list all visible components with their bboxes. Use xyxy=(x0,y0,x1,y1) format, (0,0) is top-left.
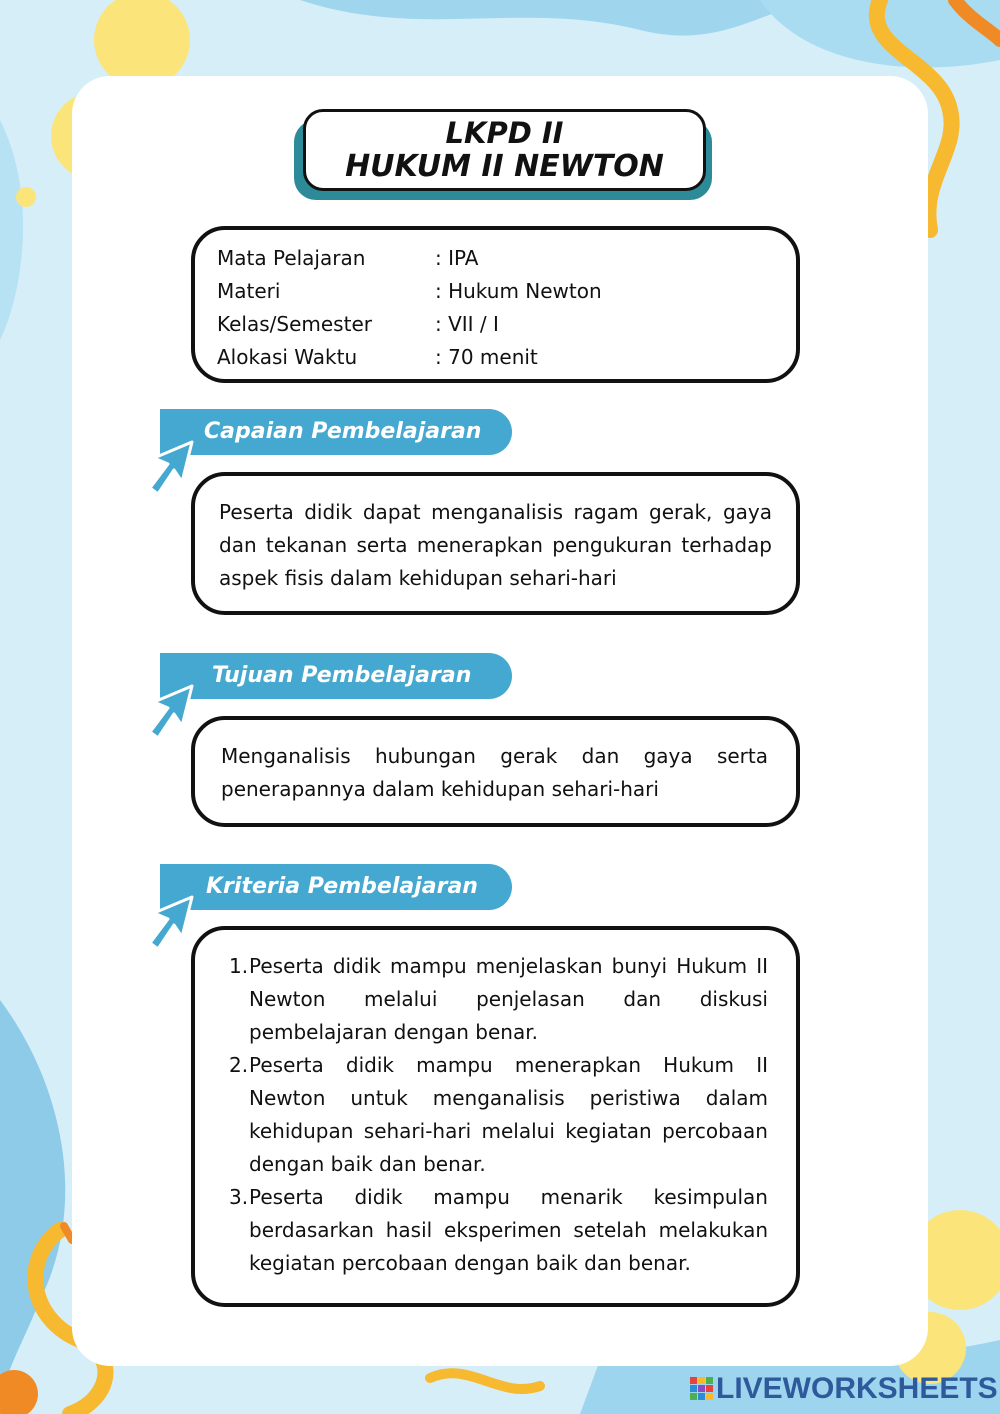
kriteria-box xyxy=(191,926,800,1307)
list-item-number: 1. xyxy=(229,954,249,978)
list-item-text: Peserta didik mampu menarik kesimpulan berdasarkan hasil eksperimen setelah melakukan kegiatan percobaan dengan baik dan benar. xyxy=(249,1185,768,1275)
info-value: : Hukum Newton xyxy=(435,279,602,303)
info-row xyxy=(217,275,796,308)
list-item-text: Peserta didik mampu menerapkan Hukum II Newton untuk menganalisis peristiwa dalam kehidupan sehari-hari melalui kegiatan percobaan dengan baik dan benar. xyxy=(249,1053,768,1176)
info-label: Materi xyxy=(217,279,281,303)
list-item-number: 3. xyxy=(229,1185,249,1209)
liveworksheets-watermark[interactable] xyxy=(690,1372,998,1406)
info-label: Mata Pelajaran xyxy=(217,246,366,270)
info-row xyxy=(217,308,796,341)
list-item-number: 2. xyxy=(229,1053,249,1077)
list-item-text: Peserta didik mampu menjelaskan bunyi Hukum II Newton melalui penjelasan dan diskusi pembelajaran dengan benar. xyxy=(249,954,768,1044)
cursor-arrow-icon xyxy=(144,684,196,740)
info-value: : IPA xyxy=(435,246,479,270)
capaian-box xyxy=(191,472,800,615)
info-value: : 70 menit xyxy=(435,345,538,369)
cursor-arrow-icon xyxy=(144,895,196,951)
info-label: Kelas/Semester xyxy=(217,312,372,336)
info-row xyxy=(217,341,796,374)
info-box xyxy=(191,226,800,383)
title-line-2: HUKUM II NEWTON xyxy=(345,149,664,184)
info-row xyxy=(217,242,796,275)
capaian-section-label xyxy=(160,409,512,455)
info-value: : VII / I xyxy=(435,312,499,336)
list-item xyxy=(229,950,768,1049)
kriteria-list xyxy=(229,950,768,1280)
capaian-label-text: Capaian Pembelajaran xyxy=(204,419,482,444)
kriteria-section-label xyxy=(160,864,512,910)
watermark-text: LIVEWORKSHEETS xyxy=(716,1372,998,1405)
list-item xyxy=(229,1049,768,1181)
tujuan-section-label xyxy=(160,653,512,699)
liveworksheets-logo-icon xyxy=(690,1375,714,1403)
list-item xyxy=(229,1181,768,1280)
tujuan-label-text: Tujuan Pembelajaran xyxy=(212,663,472,688)
page-title xyxy=(303,109,706,191)
cursor-arrow-icon xyxy=(144,440,196,496)
kriteria-label-text: Kriteria Pembelajaran xyxy=(206,874,478,899)
title-line-1: LKPD II xyxy=(445,116,564,150)
capaian-text: Peserta didik dapat menganalisis ragam gerak, gaya dan tekanan serta menerapkan pengukuran terhadap aspek fisis dalam kehidupan sehari-hari xyxy=(219,500,772,590)
tujuan-text: Menganalisis hubungan gerak dan gaya serta penerapannya dalam kehidupan sehari-hari xyxy=(221,744,768,801)
info-label: Alokasi Waktu xyxy=(217,345,358,369)
tujuan-box xyxy=(191,716,800,827)
